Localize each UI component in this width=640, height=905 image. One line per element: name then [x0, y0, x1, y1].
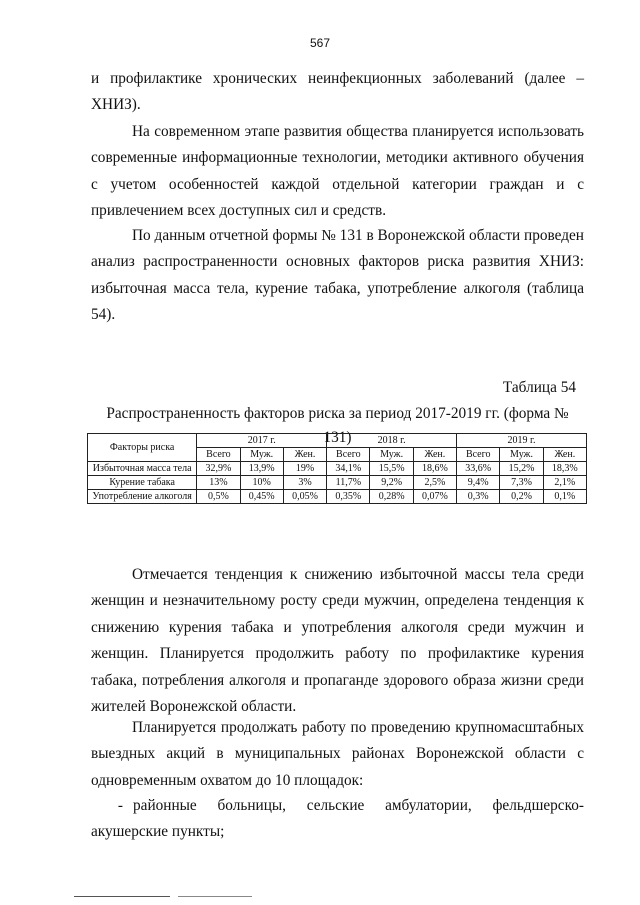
table-cell: 0,1%: [543, 490, 586, 504]
table-cell: 0,28%: [370, 490, 413, 504]
table-cell: 19%: [283, 462, 326, 476]
list-item: [91, 793, 584, 846]
table-cell: 0,05%: [283, 490, 326, 504]
table-cell: 18,3%: [543, 462, 586, 476]
table-header-factors: Факторы риска: [88, 434, 197, 462]
table-cell: 0,2%: [500, 490, 543, 504]
risk-factors-table: [87, 433, 587, 504]
paragraph-continuation: и профилактике хронических неинфекционных заболеваний (далее – ХНИЗ).: [91, 70, 584, 114]
table-header-year: 2018 г.: [327, 434, 457, 448]
table-subheader: Муж.: [240, 448, 283, 462]
table-cell: 13%: [197, 476, 240, 490]
paragraph-modern-stage: На современном этапе развития общества планируется использовать современные информационные технологии, методики активного обучения с учетом особенностей каждой отдельной категории граждан и с привлечением всех доступных сил и средств.: [91, 123, 584, 220]
table-cell: 9,2%: [370, 476, 413, 490]
table-header-year: 2019 г.: [457, 434, 587, 448]
row-label: Курение табака: [88, 476, 197, 490]
table-cell: 10%: [240, 476, 283, 490]
paragraph-campaigns: Планируется продолжать работу по проведению крупномасштабных выездных акций в муниципальных районах Воронежской области с одновременным охватом до 10 площадок:: [91, 719, 584, 789]
table-cell: 18,6%: [413, 462, 456, 476]
table-subheader: Муж.: [370, 448, 413, 462]
table-cell: 3%: [283, 476, 326, 490]
table-subheader: Всего: [457, 448, 500, 462]
table-row: [88, 476, 587, 490]
paragraph-trends: Отмечается тенденция к снижению избыточной массы тела среди женщин и незначительному росту среди мужчин, определена тенденция к снижению курения табака и употребления алкоголя среди мужчин и женщин. Планируется продолжить работу по профилактике курения табака, потребления алкоголя и пропаганде здорового образа жизни среди жителей Воронежской области.: [91, 566, 584, 716]
table-cell: 0,35%: [327, 490, 370, 504]
table-row: [88, 490, 587, 504]
table-cell: 0,45%: [240, 490, 283, 504]
table-subheader: Жен.: [543, 448, 586, 462]
table-cell: 0,07%: [413, 490, 456, 504]
table-number: Таблица 54: [502, 379, 576, 396]
table-cell: 13,9%: [240, 462, 283, 476]
table-row: [88, 462, 587, 476]
table-subheader: Всего: [197, 448, 240, 462]
table-cell: 34,1%: [327, 462, 370, 476]
table-subheader: Жен.: [413, 448, 456, 462]
paragraph-form-131: По данным отчетной формы № 131 в Воронежской области проведен анализ распространенности основных факторов риска развития ХНИЗ: избыточная масса тела, курение табака, употребление алкоголя (таблица 54).: [91, 227, 584, 324]
row-label: Употребление алкоголя: [88, 490, 197, 504]
table-cell: 0,5%: [197, 490, 240, 504]
scan-edge-line: [74, 896, 170, 897]
table-subheader: Муж.: [500, 448, 543, 462]
table-cell: 2,5%: [413, 476, 456, 490]
table-cell: 33,6%: [457, 462, 500, 476]
table-cell: 0,3%: [457, 490, 500, 504]
row-label: Избыточная масса тела: [88, 462, 197, 476]
list-item-text: районные больницы, сельские амбулатории, фельдшерско-акушерские пункты;: [91, 797, 584, 841]
page-number: 567: [309, 36, 331, 50]
table-subheader: Жен.: [283, 448, 326, 462]
table-cell: 15,5%: [370, 462, 413, 476]
table-cell: 2,1%: [543, 476, 586, 490]
table-title: Распространенность факторов риска за период 2017-2019 гг. (форма № 131): [106, 405, 569, 446]
table-header-year: 2017 г.: [197, 434, 327, 448]
scan-edge-line: [178, 896, 252, 897]
table-cell: 9,4%: [457, 476, 500, 490]
table-subheader: Всего: [327, 448, 370, 462]
table-cell: 11,7%: [327, 476, 370, 490]
table-header-row-years: [88, 434, 587, 448]
table-cell: 32,9%: [197, 462, 240, 476]
table-cell: 15,2%: [500, 462, 543, 476]
table-cell: 7,3%: [500, 476, 543, 490]
list-dash: -: [117, 797, 123, 814]
